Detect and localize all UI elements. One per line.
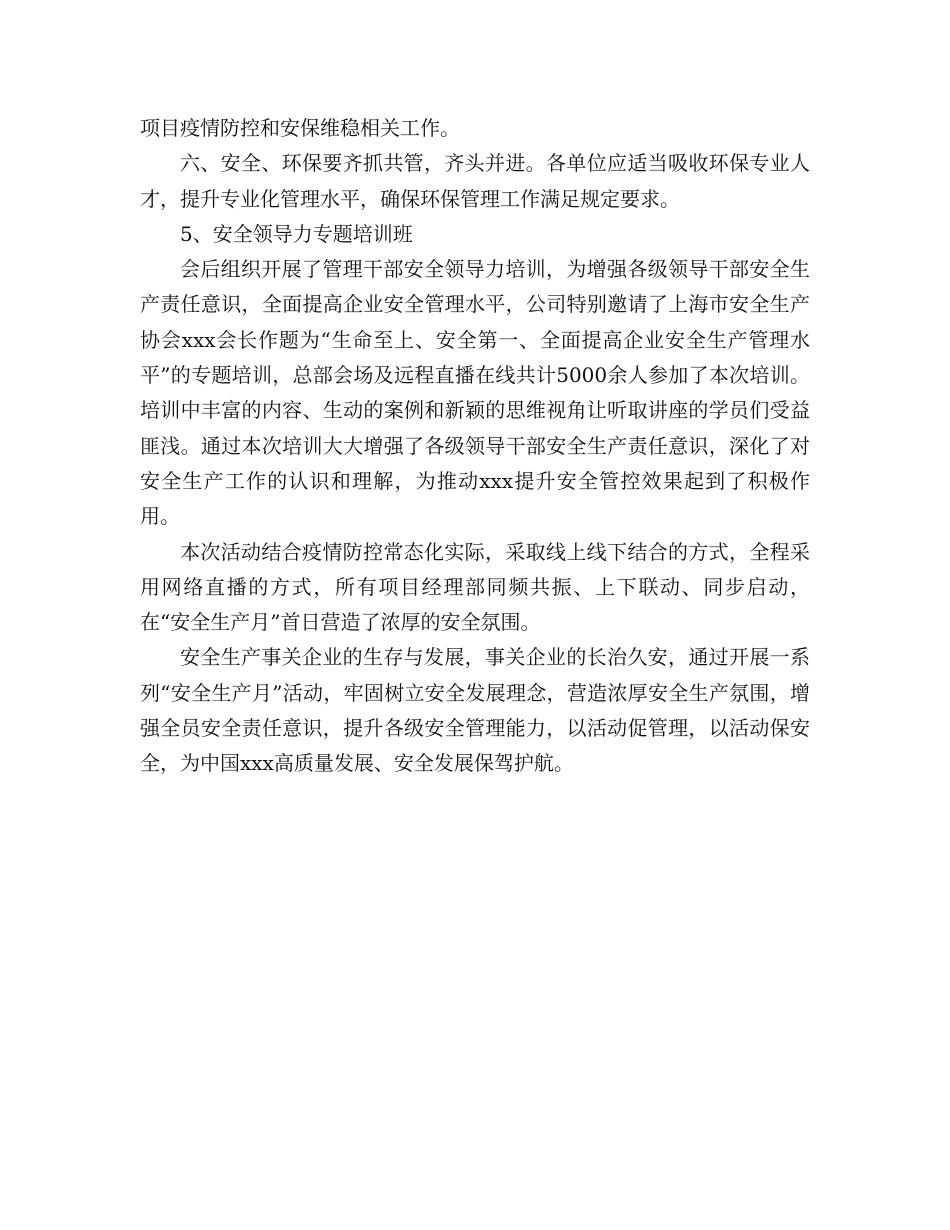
section-heading-leadership-training: 5、安全领导力专题培训班 xyxy=(180,221,413,246)
paragraph-activity-format: 本次活动结合疫情防控常态化实际，采取线上线下结合的方式，全程采用网络直播的方式，所有项目经理部同频共振、上下联动、同步启动，在“安全生产月”首日营造了浓厚的安全氛围。 xyxy=(140,539,810,635)
document-body xyxy=(140,111,810,782)
paragraph-conclusion: 安全生产事关企业的生存与发展，事关企业的长治久安，通过开展一系列“安全生产月”活动，牢固树立安全发展理念，营造浓厚安全生产氛围，增强全员安全责任意识，提升各级安全管理能力，以活动促管理，以活动保安全，为中国xxx高质量发展、安全发展保驾护航。 xyxy=(140,645,810,776)
paragraph-project-epidemic: 项目疫情防控和安保维稳相关工作。 xyxy=(140,116,460,140)
paragraph-training-details: 会后组织开展了管理干部安全领导力培训，为增强各级领导干部安全生产责任意识，全面提高企业安全管理水平，公司特别邀请了上海市安全生产协会xxx会长作题为“生命至上、安全第一、全面提高企业安全生产管理水平”的专题培训，总部会场及远程直播在线共计5000余人参加了本次培训。培训中丰富的内容、生动的案例和新颖的思维视角让听取讲座的学员们受益匪浅。通过本次培训大大增强了各级领导干部安全生产责任意识，深化了对安全生产工作的认识和理解，为推动xxx提升安全管控效果起到了积极作用。 xyxy=(140,257,810,529)
paragraph-safety-environment: 六、安全、环保要齐抓共管，齐头并进。各单位应适当吸收环保专业人才，提升专业化管理水平，确保环保管理工作满足规定要求。 xyxy=(140,151,810,211)
